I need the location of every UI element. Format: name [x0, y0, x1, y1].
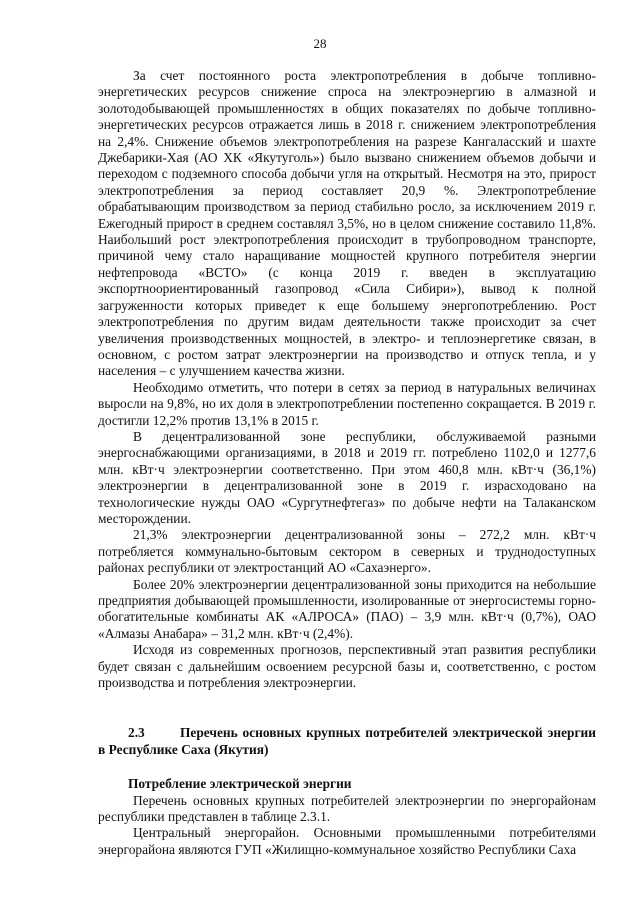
- paragraph-mining-enterprises: Более 20% электроэнергии децентрализованной зоны приходится на небольшие предприятия добывающей промышленности, изолированные от энергосистемы горно-обогатительные комбинаты АК «АЛРОСА» (ПАО) – 3,9 млн. кВт·ч (0,7%), ОАО «Алмазы Анабара» – 31,2 млн. кВт·ч (2,4%).: [98, 576, 596, 641]
- paragraph-central-region: Центральный энергорайон. Основными промышленными потребителями энергорайона являются ГУП «Жилищно-коммунальное хозяйство Республики Саха: [98, 825, 596, 857]
- paragraph-network-losses: Необходимо отметить, что потери в сетях за период в натуральных величинах выросли на 9,8%, но их доля в электропотреблении постепенно сокращается. В 2019 г. достигли 12,2% против 13,1% в 2015 г.: [98, 379, 596, 428]
- document-body: [98, 68, 596, 858]
- paragraph-consumer-list: Перечень основных крупных потребителей электроэнергии по энергорайонам республики представлен в таблице 2.3.1.: [98, 792, 596, 825]
- section-number: 2.3: [128, 725, 145, 741]
- paragraph-household-sector: 21,3% электроэнергии децентрализованной зоны – 272,2 млн. кВт·ч потребляется коммунально-бытовым сектором в северных и труднодоступных районах республики от электростанций АО «Сахаэнерго».: [98, 527, 596, 576]
- paragraph-forecast: Исходя из современных прогнозов, перспективный этап развития республики будет связан с дальнейшим освоением ресурсной базы и, соответственно, с ростом производства и потребления электроэнергии.: [98, 642, 596, 691]
- page-number: 28: [313, 36, 327, 51]
- paragraph-electricity-growth: За счет постоянного роста электропотребления в добыче топливно-энергетических ресурсов снижение спроса на электроэнергию в алмазной и золотодобывающей промышленностях в общих показателях по добыче топливно-энергетических ресурсов отражается лишь в 2018 г. снижением электропотребления на 2,4%. Снижение объемов электропотребления на разрезе Кангаласский и шахте Джебарики-Хая (АО ХК «Якутуголь») было вызвано снижением объемов добычи и переходом с подземного способа добычи угля на открытый. Несмотря на это, прирост электропотребления за период составляет 20,9 %. Электропотребление обрабатывающим производством за период стабильно росло, за исключением 2019 г. Ежегодный прирост в среднем составлял 3,5%, но в целом снижение составило 11,8%. Наибольший рост электропотребления происходит в трубопроводном транспорте, причиной чему стало наращивание мощностей крупного потребителя энергии нефтепровода «ВСТО» (с конца 2019 г. введен в эксплуатацию экспортноориентированный газопровод «Сила Сибири»), вывод к полной загруженности которых приведет к еще большему энергопотреблению. Рост электропотребления по другим видам деятельности также происходит за счет увеличения производственных мощностей, в электро- и теплоэнергетике связан, в основном, с ростом затрат электроэнергии на производство и отпуск тепла, и у населения – с улучшением качества жизни.: [98, 68, 596, 379]
- section-heading: [98, 725, 596, 758]
- section-title: Перечень основных крупных потребителей электрической энергии в Республике Саха (Якутия): [98, 725, 596, 757]
- subheading: Потребление электрической энергии: [128, 776, 352, 792]
- paragraph-decentralized-zone: В децентрализованной зоне республики, обслуживаемой разными энергоснабжающими организациями, в 2018 и 2019 гг. потреблено 1102,0 и 1277,6 млн. кВт·ч электроэнергии соответственно. При этом 460,8 млн. кВт·ч (36,1%) электроэнергии в децентрализованной зоне в 2019 г. израсходовано на технологические нужды ОАО «Сургутнефтегаз» по добыче нефти на Талаканском месторождении.: [98, 428, 596, 526]
